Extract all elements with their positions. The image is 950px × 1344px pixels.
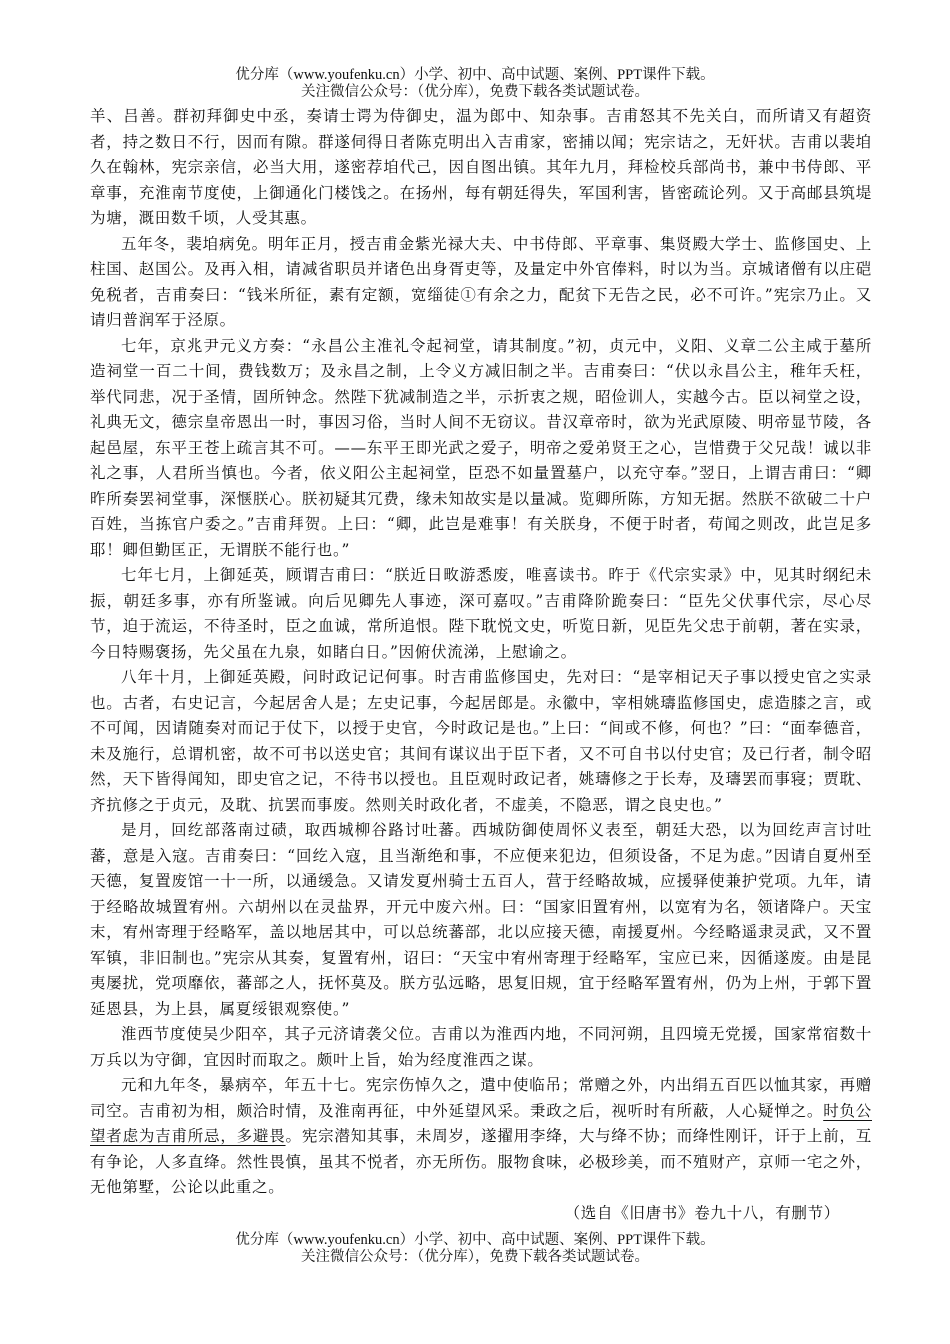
paragraph-5: 八年十月，上御延英殿，问时政记记何事。时吉甫监修国史，先对曰：“是宰相记天子事以授史官之实录也。古者，右史记言，今起居舍人是；左史记事，今起居郎是。永徽中，宰相姚璹监修国史，虑造膝之言，或不可闻，因请随奏对而记于仗下，以授于史官，今时政记是也。”上曰：“间或不修，何也？”曰：“面奉德音，未及施行，总谓机密，故不可书以送史官；其间有谋议出于臣下者，又不可自书以付史官；及已行者，制令昭然，天下皆得闻知，即史官之记，不待书以授也。且臣观时政记者，姚璹修之于长寿，及璹罢而事寝；贾耽、齐抗修之于贞元，及耽、抗罢而事废。然则关时政化者，不虚美，不隐恶，谓之良史也。” [90,668,872,814]
paragraph-7: 淮西节度使吴少阳卒，其子元济请袭父位。吉甫以为淮西内地，不同河朔，且四境无党援，国家常宿数十万兵以为守御，宜因时而取之。颇叶上旨，始为经度淮西之谋。 [90,1025,872,1069]
paragraph-1: 羊、吕善。群初拜御史中丞，奏请士谔为侍御史，温为郎中、知杂事。吉甫怒其不先关白，而所请又有超资者，持之数日不行，因而有隙。群遂伺得日者陈克明出入吉甫家，密捕以闻；宪宗诘之，无奸状。吉甫以裴垍久在翰林，宪宗亲信，必当大用，遂密荐垍代己，因自图出镇。其年九月，拜检校兵部尚书，兼中书侍郎、平章事，充淮南节度使，上御通化门楼饯之。在扬州，每有朝廷得失，军国利害，皆密疏论列。又于高邮县筑堤为塘，溉田数千顷，人受其惠。 [90,107,872,227]
footer-line-1: 优分库（www.youfenku.cn）小学、初中、高中试题、案例、PPT课件下载。 [235,1232,715,1248]
article-body [90,104,872,1226]
header-line-2: 关注微信公众号：（优分库），免费下载各类试题试卷。 [301,84,649,100]
paragraph-8-text-before: 元和九年冬，暴病卒，年五十七。宪宗伤悼久之，遣中使临吊；常赠之外，内出绢五百匹以恤其家，再赠司空。吉甫初为相，颇洽时情，及淮南再征，中外延望风采。秉政之后，视听时有所蔽，人心疑惮之。 [90,1076,872,1120]
source-citation: （选自《旧唐书》卷九十八，有删节） [564,1203,840,1222]
page-header [0,67,950,101]
paragraph-2: 五年冬，裴垍病免。明年正月，授吉甫金紫光禄大夫、中书侍郎、平章事、集贤殿大学士、监修国史、上柱国、赵国公。及再入相，请减省职员并诸色出身胥吏等，及量定中外官俸料，时以为当。京城诸僧有以庄硙免税者，吉甫奏曰：“钱米所征，素有定额，宽缁徒①有余之力，配贫下无告之民，必不可许。”宪宗乃止。又请归普润军于泾原。 [90,234,872,329]
page-footer [0,1232,950,1266]
paragraph-8-text-after: 。宪宗潜知其事，未周岁，遂擢用李绛，大与绛不协；而绛性刚讦，讦于上前，互有争论，人多直绛。然性畏慎，虽其不悦者，亦无所伤。服物食味，必极珍美，而不殖财产，京师一宅之外，无他第墅，公论以此重之。 [90,1127,873,1196]
footer-line-2: 关注微信公众号：（优分库），免费下载各类试题试卷。 [301,1249,649,1265]
paragraph-8 [90,1073,872,1201]
paragraph-4: 七年七月，上御延英，顾谓吉甫曰：“朕近日畋游悉废，唯喜读书。昨于《代宗实录》中，见其时纲纪未振，朝廷多事，亦有所鉴诫。向后见卿先人事迹，深可嘉叹。”吉甫降阶跪奏曰：“臣先父伏事代宗，尽心尽节，迫于流运，不待圣时，臣之血诚，常所追恨。陛下耽悦文史，听览日新，见臣先父忠于前朝，著在实录，今日特赐褒扬，先父虽在九泉，如睹白日。”因俯伏流涕，上慰谕之。 [90,566,872,661]
paragraph-6: 是月，回纥部落南过碛，取西城柳谷路讨吐蕃。西城防御使周怀义表至，朝廷大恐，以为回纥声言讨吐蕃，意是入寇。吉甫奏曰：“回纥入寇，且当渐绝和事，不应便来犯边，但须设备，不足为虑。”因请自夏州至天德，复置废馆一十一所，以通缓急。又请发夏州骑士五百人，营于经略故城，应援驿使兼护党项。九年，请于经略故城置宥州。六胡州以在灵盐界，开元中废六州。曰：“国家旧置宥州，以宽宥为名，领诸降户。天宝末，宥州寄理于经略军，盖以地居其中，可以总统蕃部，北以应接天德，南援夏州。今经略遥隶灵武，又不置军镇，非旧制也。”宪宗从其奏，复置宥州，诏曰：“天宝中宥州寄理于经略军，宝应已来，因循遂废。由是昆夷屡扰，党项靡依，蕃部之人，抚怀莫及。朕方弘远略，思复旧规，宜于经略军置宥州，仍为上州，于郭下置延恩县，为上县，属夏绥银观察使。” [90,821,872,1018]
underlined-sentence: 时负公望者虑为吉甫所忌，多避畏 [90,1101,872,1145]
header-line-1: 优分库（www.youfenku.cn）小学、初中、高中试题、案例、PPT课件下载。 [235,67,715,83]
paragraph-3: 七年，京兆尹元义方奏：“永昌公主准礼令起祠堂，请其制度。”初，贞元中，义阳、义章二公主咸于墓所造祠堂一百二十间，费钱数万；及永昌之制，上令义方减旧制之半。吉甫奏曰：“伏以永昌公主，稚年夭枉，举代同悲，况于圣情，固所钟念。然陛下犹减制造之半，示折衷之规，昭俭训人，实越今古。臣以祠堂之设，礼典无文，德宗皇帝恩出一时，事因习俗，当时人间不无窃议。昔汉章帝时，欲为光武原陵、明帝显节陵，各起邑屋，东平王苍上疏言其不可。——东平王即光武之爱子，明帝之爱弟贤王之心，岂惜费于父兄哉！诚以非礼之事，人君所当慎也。今者，依义阳公主起祠堂，臣恐不如量置墓户，以充守奉。”翌日，上谓吉甫曰：“卿昨所奏罢祠堂事，深惬朕心。朕初疑其冗费，缘未知故实是以量减。览卿所陈，方知无据。然朕不欲破二十户百姓，当拣官户委之。”吉甫拜贺。上曰：“卿，此岂是难事！有关朕身，不便于时者，苟闻之则改，此岂足多耶！卿但勤匡正，无谓朕不能行也。” [90,336,872,559]
